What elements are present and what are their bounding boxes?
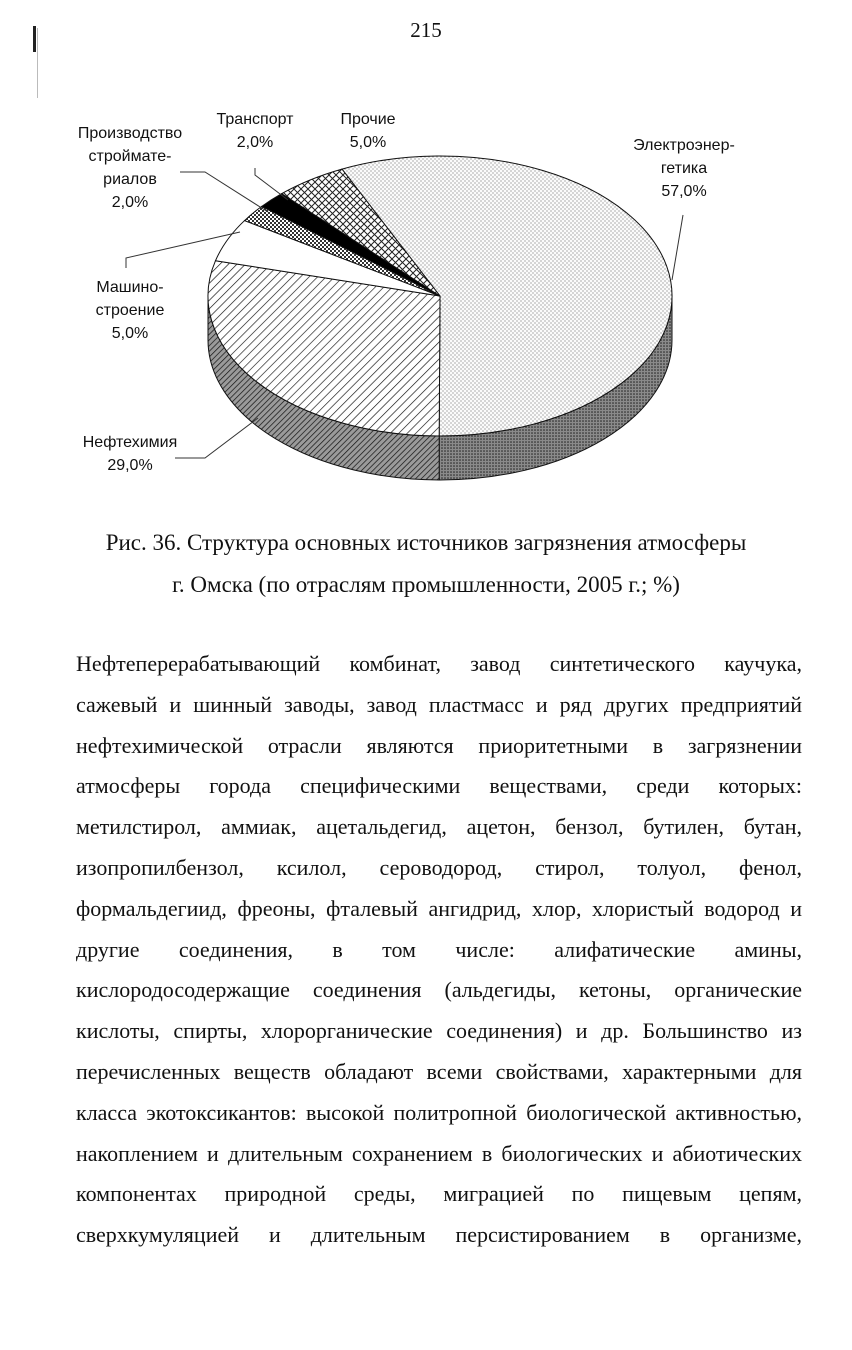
slice-mashinostroenie-label — [96, 279, 165, 342]
label-line: 2,0% — [111, 194, 149, 211]
paragraph-line: кислоты, спирты, хлорорганические соединения) и др. Большинство из — [76, 1018, 802, 1044]
slice-electroenergetika-leader-line — [672, 215, 683, 280]
slice-transport-label — [217, 111, 295, 151]
slice-prochie-label — [340, 111, 395, 151]
paragraph-line: формальдегиид, фреоны, фталевый ангидрид, хлор, хлористый водород и — [76, 895, 802, 921]
label-line: Транспорт — [216, 111, 294, 128]
label-line: Электроэнер- — [633, 137, 735, 154]
paragraph-line: нефтехимической отрасли являются приоритетными в загрязнении — [76, 732, 802, 758]
paragraph-line: другие соединения, в том числе: алифатические амины, — [76, 936, 802, 962]
label-line: Машино- — [96, 279, 164, 296]
paragraph-line: сажевый и шинный заводы, завод пластмасс и ряд других предприятий — [76, 691, 802, 717]
label-line: Производство — [77, 125, 183, 142]
body-paragraph — [76, 644, 802, 1256]
pie-chart — [0, 0, 852, 520]
label-line: гетика — [660, 160, 708, 177]
label-line: Нефтехимия — [82, 434, 178, 451]
label-line: 2,0% — [236, 134, 274, 151]
label-line: строение — [95, 302, 165, 319]
slice-electroenergetika-label — [633, 137, 735, 200]
label-line: 5,0% — [349, 134, 387, 151]
page-number: 215 — [410, 18, 442, 42]
label-line: 29,0% — [107, 457, 153, 474]
label-line: Прочие — [340, 111, 396, 128]
slice-stroymaterialy-leader-line — [180, 172, 268, 212]
caption-line-1: Рис. 36. Структура основных источников загрязнения атмосферы — [105, 530, 747, 555]
label-line: 57,0% — [661, 183, 707, 200]
label-line: 5,0% — [111, 325, 149, 342]
slice-stroymaterialy-label — [78, 125, 182, 211]
paragraph-line: кислородосодержащие соединения (альдегиды, кетоны, органические — [76, 977, 802, 1003]
paragraph-line: изопропилбензол, ксилол, сероводород, стирол, толуол, фенол, — [76, 854, 802, 880]
slice-neftekhimiya-label — [83, 434, 178, 474]
label-line: строймате- — [88, 148, 172, 165]
paragraph-line: атмосферы города специфическими веществами, среди которых: — [76, 773, 802, 799]
paragraph-line: класса экотоксикантов: высокой политропной биологической активностью, — [76, 1099, 802, 1125]
slice-neftekhimiya-leader-line — [175, 418, 258, 458]
paragraph-line: перечисленных веществ обладают всеми свойствами, характерными для — [76, 1058, 802, 1084]
paragraph-line: Нефтеперерабатывающий комбинат, завод синтетического каучука, — [76, 651, 802, 676]
label-line: риалов — [103, 171, 157, 188]
paragraph-line: компонентах природной среды, миграцией по пищевым цепям, — [76, 1181, 802, 1207]
paragraph-line: накоплением и длительным сохранением в биологических и абиотических — [76, 1140, 802, 1166]
paragraph-line: сверхкумуляцией и длительным персистированием в организме, — [76, 1222, 802, 1248]
figure-caption — [0, 522, 852, 606]
paragraph-line: метилстирол, аммиак, ацетальдегид, ацетон, бензол, бутилен, бутан, — [76, 814, 802, 840]
caption-line-2: г. Омска (по отраслям промышленности, 2005 г.; %) — [172, 572, 680, 597]
